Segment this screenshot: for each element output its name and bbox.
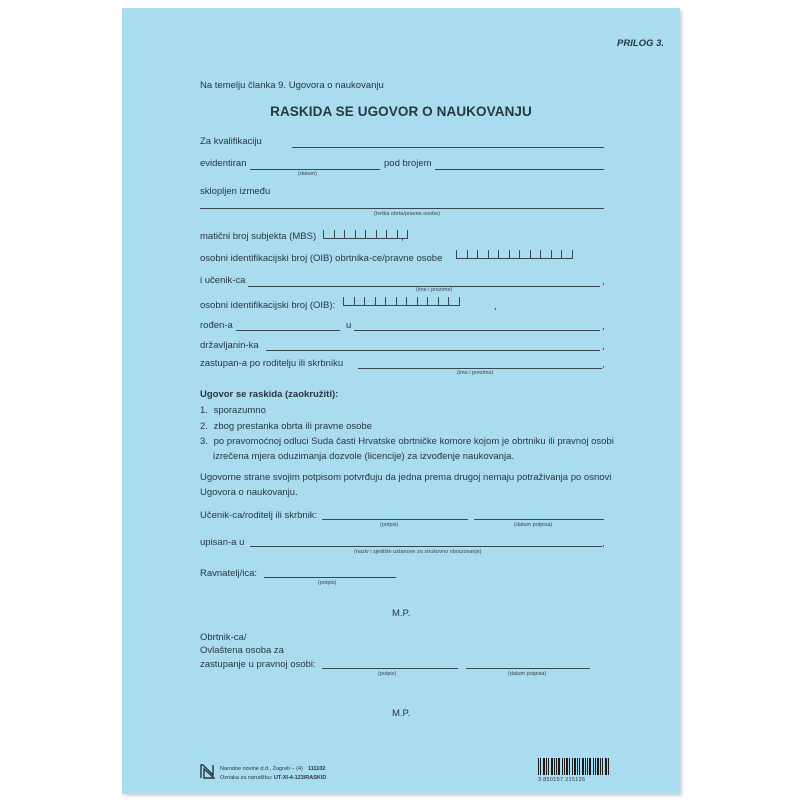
option-text: sporazumno: [213, 405, 266, 416]
born-label: rođen-a: [200, 320, 233, 331]
institution-comma: ,: [602, 538, 605, 549]
born-comma: ,: [602, 321, 605, 332]
institution-hint: (naziv i sjedište ustanove za strukovno obrazovanje): [354, 549, 482, 555]
statement-line-1: Ugovorne strane svojim potpisom potvrđuju da jedna prema drugoj nemaju potraživanja po osnovi: [200, 472, 612, 483]
student-oib-label: osobni identifikacijski broj (OIB):: [200, 300, 336, 311]
signature-date-hint: (datum potpisa): [514, 522, 553, 528]
registry-number-field[interactable]: [435, 169, 604, 170]
order-code: UT-XI-4-123/RASKID: [273, 775, 327, 781]
citizenship-field[interactable]: [266, 350, 600, 351]
principal-signature-hint: (potpis): [318, 580, 337, 586]
guardian-comma: ,: [602, 359, 605, 370]
termination-heading: Ugovor se raskida (zaokružiti):: [200, 389, 339, 400]
statement-line-2: Ugovora o naukovanju.: [200, 487, 298, 498]
student-signature-date-field[interactable]: [474, 519, 604, 520]
barcode-icon: [538, 758, 610, 775]
employer-label-2: Ovlaštena osoba za: [200, 645, 284, 656]
option-1[interactable]: [200, 405, 266, 416]
qualification-field[interactable]: [292, 147, 604, 148]
employer-signature-date-field[interactable]: [466, 668, 590, 669]
stamp-placeholder-2: M.P.: [392, 708, 411, 719]
number-label: pod brojem: [384, 158, 432, 169]
employer-oib-label: osobni identifikacijski broj (OIB) obrtnika-ce/pravne osobe: [200, 253, 443, 264]
date-hint: (datum): [298, 171, 317, 177]
employer-signature-hint: (potpis): [378, 671, 397, 677]
principal-label: Ravnatelj/ica:: [200, 568, 258, 579]
order-label-text: Oznaka za narudžbu:: [220, 775, 273, 781]
option-text: zbog prestanka obrta ili pravne osobe: [213, 421, 373, 432]
oib-comma: ,: [494, 301, 497, 312]
guardian-hint: (ime i prezime): [457, 370, 494, 376]
represented-label: zastupan-a po roditelju ili skrbniku: [200, 358, 344, 369]
student-name-hint: (ime i prezime): [416, 287, 453, 293]
option-2[interactable]: [200, 421, 372, 432]
option-number: 1.: [200, 405, 208, 416]
order-label: [220, 775, 326, 781]
publisher-code: 111102: [308, 766, 326, 772]
enrolled-label: upisan-a u: [200, 537, 245, 548]
narodne-novine-logo-icon: [200, 763, 216, 779]
option-number: 2.: [200, 421, 208, 432]
publisher-text: Narodne novine d.d., Zagreb – (4): [220, 766, 303, 772]
qualification-label: Za kvalifikaciju: [200, 136, 262, 147]
student-signature-field[interactable]: [322, 519, 468, 520]
concluded-label: sklopljen između: [200, 186, 271, 197]
student-oib-boxes[interactable]: [343, 297, 460, 307]
company-hint: (tvrtka obrta/pravne osobe): [374, 211, 441, 217]
option-3[interactable]: [200, 436, 614, 447]
employer-oib-boxes[interactable]: [456, 250, 573, 260]
option-number: 3.: [200, 436, 208, 447]
stamp-placeholder-1: M.P.: [392, 608, 411, 619]
registered-date-field[interactable]: [250, 169, 380, 170]
employer-signature-field[interactable]: [322, 668, 458, 669]
principal-signature-field[interactable]: [264, 577, 396, 578]
employer-date-hint: (datum potpisa): [508, 671, 547, 677]
birth-date-field[interactable]: [236, 330, 340, 331]
mbs-comma: ,: [401, 232, 404, 243]
citizen-label: državljanin-ka: [200, 340, 259, 351]
institution-field[interactable]: [250, 546, 602, 547]
student-comma: ,: [602, 276, 605, 287]
mbs-boxes[interactable]: [323, 230, 408, 240]
registered-label: evidentiran: [200, 158, 247, 169]
student-signature-label: Učenik-ca/roditelj ili skrbnik:: [200, 510, 318, 521]
birth-place-field[interactable]: [354, 330, 600, 331]
form-sheet: [122, 8, 680, 794]
in-label: u: [346, 320, 352, 331]
barcode-digits: 3 850157 215126: [538, 777, 586, 783]
employer-label-3: zastupanje u pravnoj osobi:: [200, 659, 316, 670]
citizen-comma: ,: [602, 341, 605, 352]
employer-label-1: Obrtnik-ca/: [200, 632, 247, 643]
mbs-label: matični broj subjekta (MBS): [200, 231, 317, 242]
student-label: i učenik-ca: [200, 275, 246, 286]
option-3-continuation: izrečena mjera oduzimanja dozvole (licencije) za izvođenje naukovanja.: [213, 451, 514, 462]
guardian-field[interactable]: [358, 368, 602, 369]
form-title: RASKIDA SE UGOVOR O NAUKOVANJU: [270, 104, 532, 119]
option-text: po pravomoćnoj odluci Suda časti Hrvatske obrtničke komore kojom je obrtniku ili pravnoj osobi: [213, 436, 614, 447]
company-field[interactable]: [200, 208, 604, 209]
intro-text: Na temelju članka 9. Ugovora o naukovanju: [200, 80, 384, 91]
attachment-label: PRILOG 3.: [617, 38, 664, 49]
signature-hint: (potpis): [380, 522, 399, 528]
